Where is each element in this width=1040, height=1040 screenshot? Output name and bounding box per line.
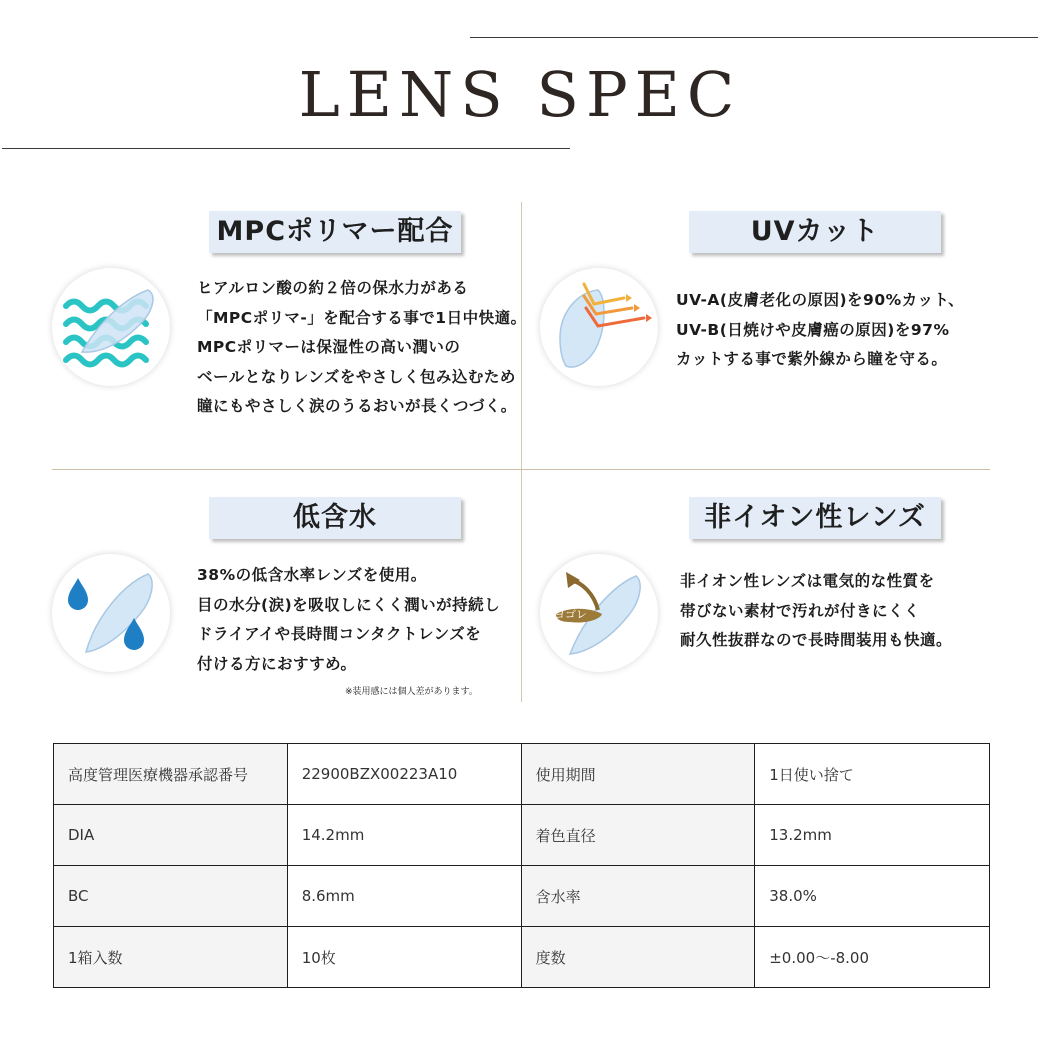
- mpc-description: [197, 274, 527, 422]
- spec-key: DIA: [54, 805, 288, 866]
- spec-value: 13.2mm: [755, 805, 990, 866]
- low-water-line: 付ける方におすすめ。: [197, 654, 357, 673]
- low-water-line: 目の水分(涙)を吸収しにくく潤いが持続し: [197, 595, 501, 614]
- uv-line: UV-A(皮膚老化の原因)を90%カット、: [676, 291, 965, 309]
- low-water-line: 38%の低含水率レンズを使用。: [197, 566, 427, 584]
- horizontal-divider: [52, 469, 990, 470]
- mpc-wave-lens-icon: [52, 268, 170, 386]
- mpc-line: MPCポリマーは保湿性の高い潤いの: [197, 338, 461, 356]
- spec-key: 着色直径: [521, 805, 755, 866]
- mpc-line: ベールとなりレンズをやさしく包み込むため: [197, 367, 516, 386]
- low-water-line: ドライアイや長時間コンタクトレンズを: [197, 625, 482, 643]
- low-water-label: 低含水: [209, 497, 461, 539]
- uv-label: UVカット: [689, 211, 941, 253]
- non-ionic-line: 帯びない素材で汚れが付きにくく: [680, 601, 921, 620]
- uv-line: カットする事で紫外線から瞳を守る。: [676, 350, 948, 368]
- uv-line: UV-B(日焼けや皮膚癌の原因)を97%: [676, 320, 950, 339]
- spec-key: 度数: [521, 927, 755, 988]
- spec-value: 22900BZX00223A10: [287, 744, 521, 805]
- table-row: [54, 927, 990, 988]
- mpc-line: ヒアルロン酸の約２倍の保水力がある: [197, 279, 469, 297]
- non-ionic-label: 非イオン性レンズ: [689, 497, 941, 539]
- spec-key: BC: [54, 866, 288, 927]
- spec-value: 14.2mm: [287, 805, 521, 866]
- uv-arrows-lens-icon: [540, 268, 658, 386]
- spec-value: 1日使い捨て: [755, 744, 990, 805]
- table-row: [54, 866, 990, 927]
- fit-note: ※装用感には個人差があります。: [345, 687, 478, 697]
- mpc-label: MPCポリマー配合: [209, 211, 461, 253]
- spec-value: 10枚: [287, 927, 521, 988]
- non-ionic-line: 非イオン性レンズは電気的な性質を: [680, 572, 935, 590]
- non-ionic-line: 耐久性抜群なので長時間装用も快適。: [680, 631, 953, 649]
- dirt-repel-lens-icon: [540, 554, 658, 672]
- top-rule: [470, 37, 1038, 38]
- dirt-text: ヨゴレ: [554, 608, 587, 621]
- uv-description: [676, 286, 964, 375]
- spec-value: 8.6mm: [287, 866, 521, 927]
- title-rule: [2, 148, 570, 149]
- spec-table: [53, 743, 990, 988]
- spec-key: 高度管理医療機器承認番号: [54, 744, 288, 805]
- spec-key: 1箱入数: [54, 927, 288, 988]
- table-row: [54, 744, 990, 805]
- non-ionic-description: [680, 567, 952, 656]
- page-title: LENS SPEC: [298, 58, 742, 131]
- mpc-line: 「MPCポリマ-」を配合する事で1日中快適。: [197, 308, 527, 327]
- mpc-line: 瞳にもやさしく涙のうるおいが長くつづく。: [197, 397, 517, 415]
- table-row: [54, 805, 990, 866]
- water-drop-lens-icon: [52, 554, 170, 672]
- spec-key: 使用期間: [521, 744, 755, 805]
- spec-value: ±0.00～-8.00: [755, 927, 990, 988]
- spec-key: 含水率: [521, 866, 755, 927]
- spec-value: 38.0%: [755, 866, 990, 927]
- low-water-description: [197, 561, 500, 679]
